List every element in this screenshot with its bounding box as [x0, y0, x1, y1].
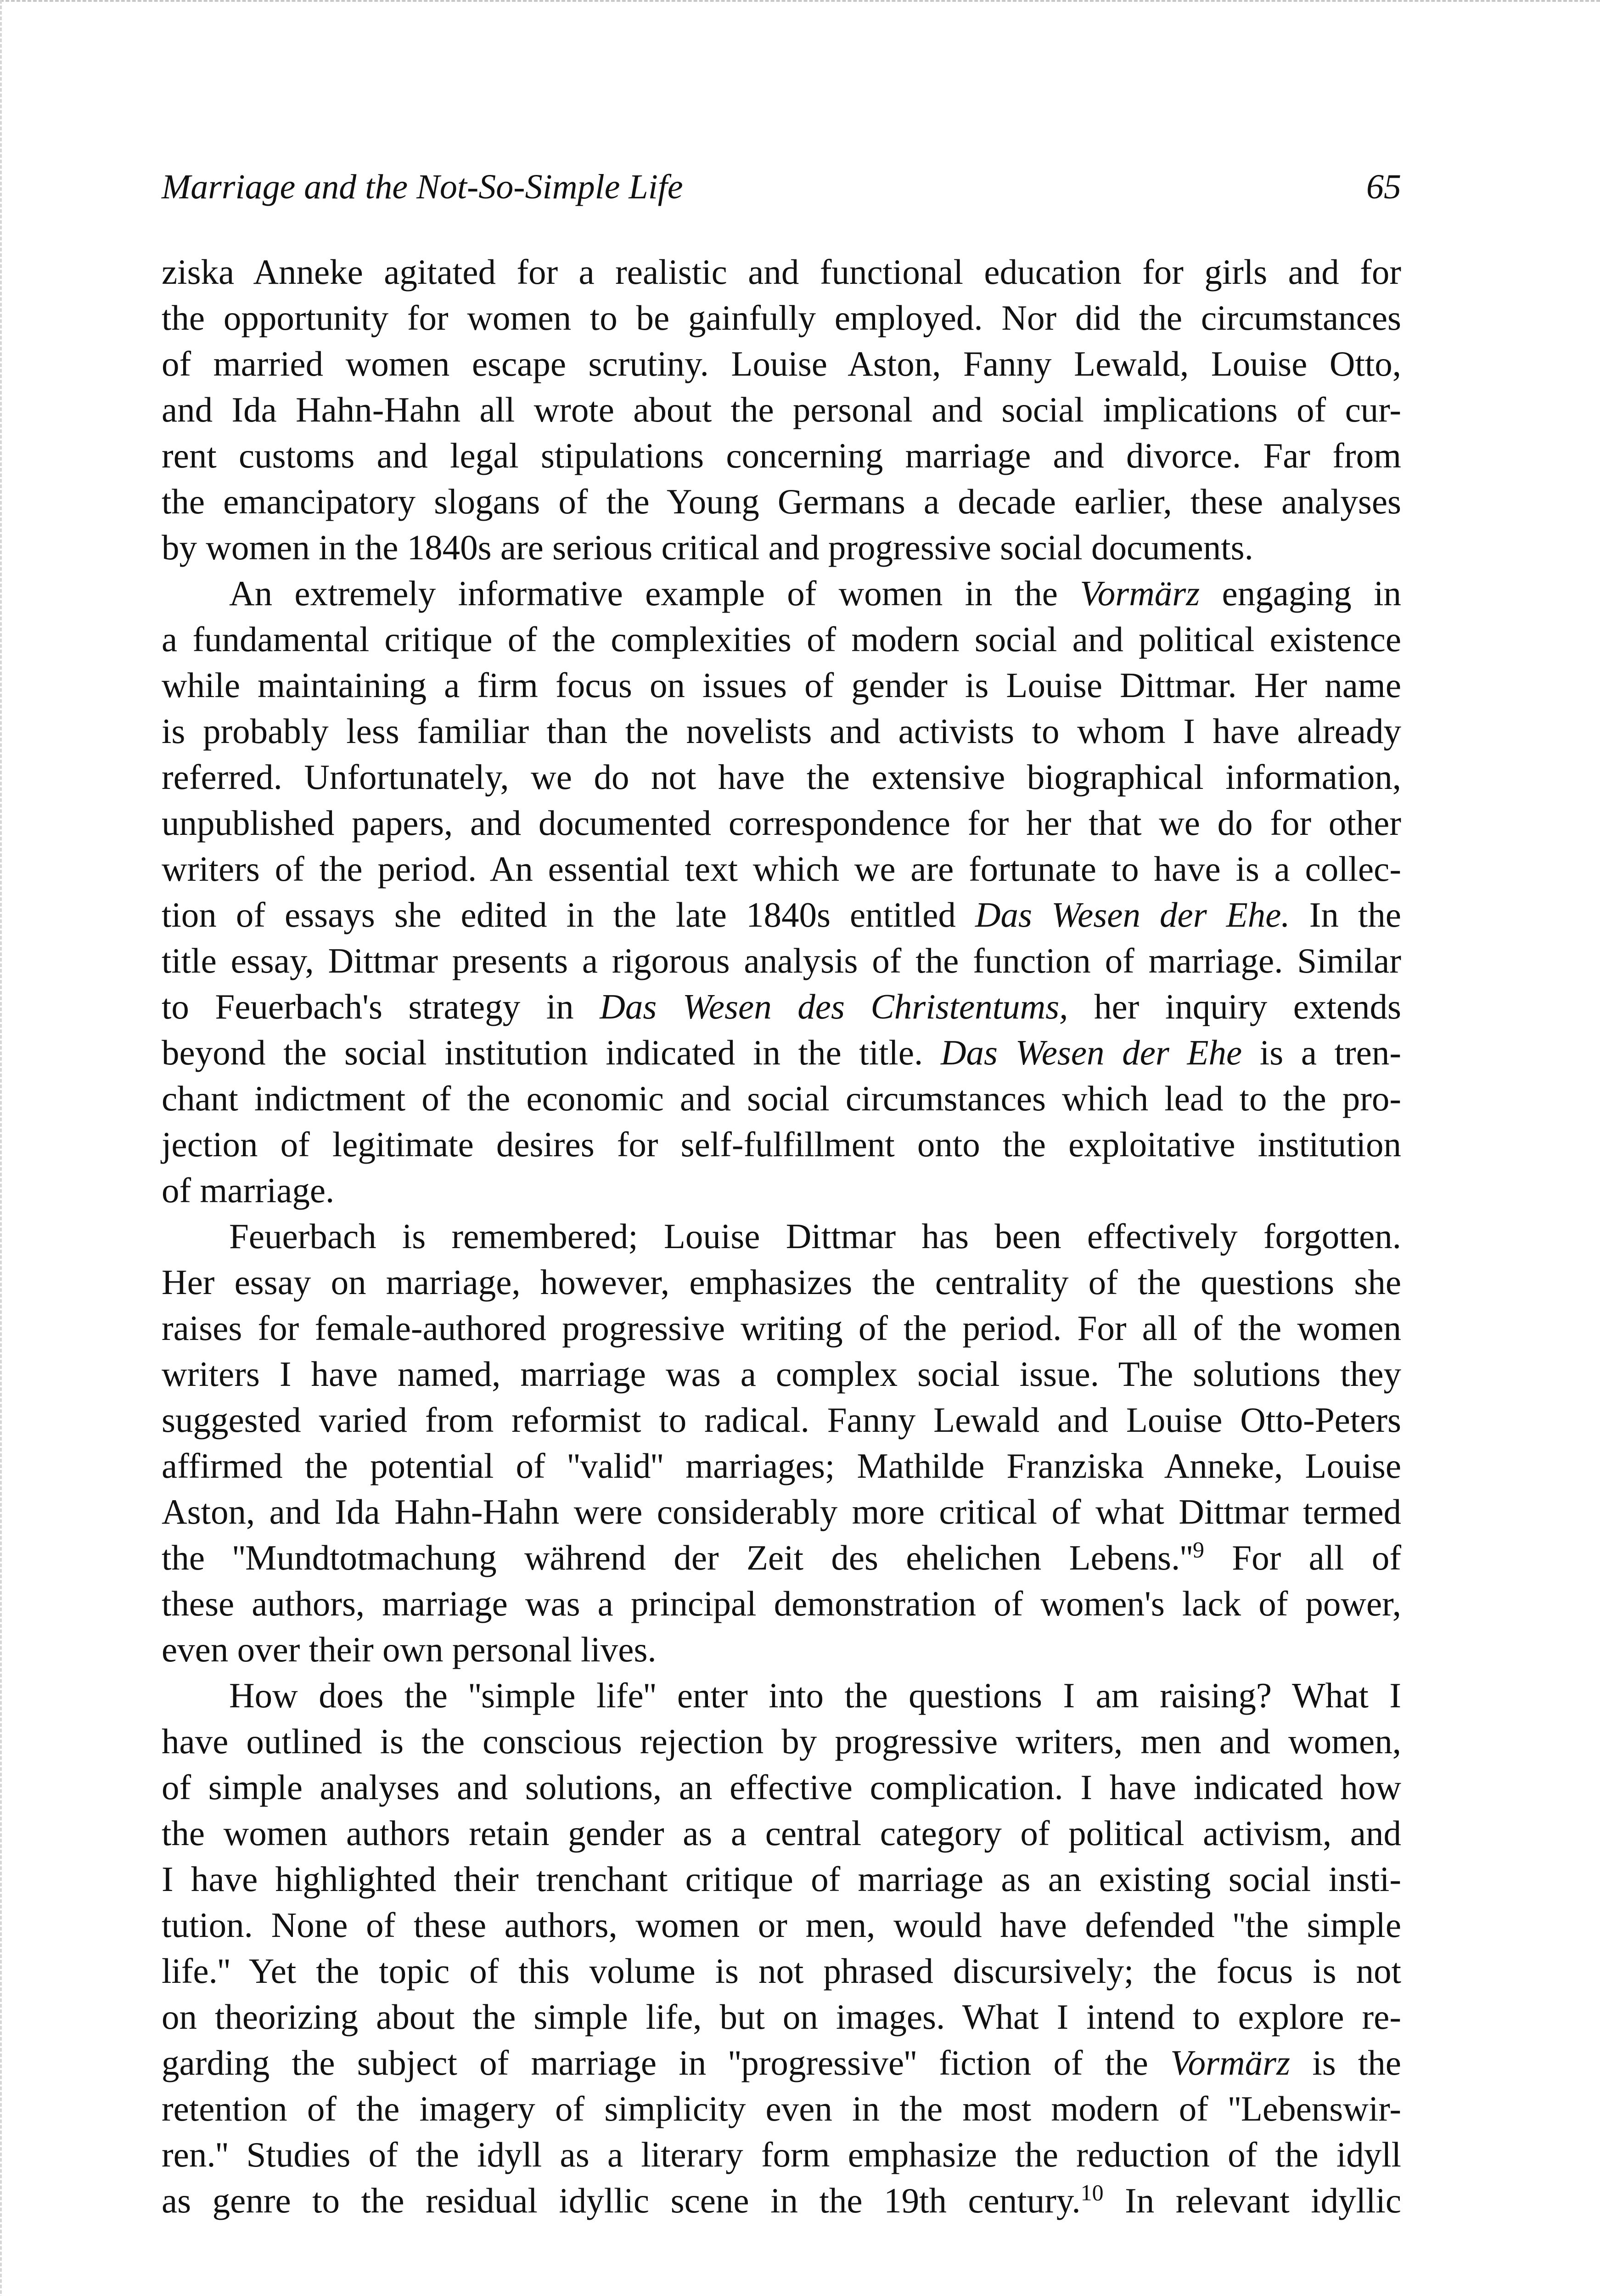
- text-line: retention of the imagery of simplicity even in the most modern of ''Lebenswir-: [162, 2089, 1401, 2128]
- text-line: the women authors retain gender as a central category of political activism, and: [162, 1813, 1401, 1853]
- footnote-marker: 9: [1192, 1536, 1204, 1563]
- text-segment: In relevant idyllic: [1125, 2181, 1401, 2220]
- italic-title: Das Wesen des Christentums,: [600, 987, 1068, 1026]
- text-line: [162, 984, 1401, 1030]
- footnote-marker: 10: [1080, 2179, 1104, 2206]
- text-line: referred. Unfortunately, we do not have the extensive biographical information,: [162, 757, 1401, 797]
- text-line: Her essay on marriage, however, emphasizes the centrality of the questions she: [162, 1262, 1401, 1302]
- text-line: by women in the 1840s are serious critical and progressive social documents.: [162, 528, 1253, 567]
- text-line: is probably less familiar than the novelists and activists to whom I have already: [162, 711, 1401, 751]
- paragraph-3: [162, 1213, 1401, 1672]
- text-segment: tion of essays she edited in the late 1840s entitled: [162, 895, 975, 934]
- text-segment: her inquiry extends: [1068, 987, 1402, 1026]
- running-title: Marriage and the Not-So-Simple Life: [162, 168, 683, 206]
- text-segment: An extremely informative example of women in the: [229, 574, 1080, 613]
- text-line: life.'' Yet the topic of this volume is not phrased discursively; the focus is not: [162, 1951, 1401, 1991]
- text-line: [162, 570, 1401, 616]
- italic-term: Vormärz: [1170, 2043, 1291, 2082]
- text-segment: beyond the social institution indicated in the title.: [162, 1033, 941, 1072]
- paragraph-1: [162, 249, 1401, 570]
- scan-edge-top: [0, 0, 1600, 2]
- text-line: ziska Anneke agitated for a realistic and functional education for girls and for: [162, 252, 1401, 292]
- text-line: while maintaining a firm focus on issues of gender is Louise Dittmar. Her name: [162, 665, 1401, 705]
- paragraph-4: [162, 1672, 1401, 2223]
- italic-title: Das Wesen der Ehe: [940, 1033, 1242, 1072]
- text-line: [162, 2040, 1401, 2086]
- text-line: [162, 1030, 1401, 1075]
- text-line: on theorizing about the simple life, but on images. What I intend to explore re-: [162, 1997, 1401, 2037]
- body-text: [162, 249, 1401, 2223]
- text-line: chant indictment of the economic and social circumstances which lead to the pro-: [162, 1079, 1401, 1118]
- text-line: [162, 2178, 1401, 2223]
- text-line: suggested varied from reformist to radical. Fanny Lewald and Louise Otto-Peters: [162, 1400, 1401, 1440]
- text-line: unpublished papers, and documented correspondence for her that we do for other: [162, 803, 1401, 843]
- text-line: and Ida Hahn-Hahn all wrote about the personal and social implications of cur-: [162, 390, 1401, 429]
- text-line: of simple analyses and solutions, an effective complication. I have indicated how: [162, 1767, 1401, 1807]
- page-number: 65: [1366, 168, 1401, 206]
- text-segment: to Feuerbach's strategy in: [162, 987, 600, 1026]
- text-segment: garding the subject of marriage in ''progressive'' fiction of the: [162, 2043, 1171, 2082]
- text-line: the opportunity for women to be gainfully employed. Nor did the circumstances: [162, 298, 1401, 338]
- text-line: raises for female-authored progressive writing of the period. For all of the women: [162, 1308, 1401, 1348]
- text-segment: as genre to the residual idyllic scene in the 19th century.: [162, 2181, 1081, 2220]
- text-line: How does the ''simple life'' enter into the questions I am raising? What I: [229, 1676, 1401, 1715]
- text-line: even over their own personal lives.: [162, 1630, 657, 1669]
- text-line: ren.'' Studies of the idyll as a literary form emphasize the reduction of the idyll: [162, 2135, 1401, 2174]
- text-line: [162, 892, 1401, 938]
- text-line: these authors, marriage was a principal demonstration of women's lack of power,: [162, 1584, 1401, 1623]
- text-line: have outlined is the conscious rejection by progressive writers, men and women,: [162, 1722, 1401, 1761]
- text-line: I have highlighted their trenchant critique of marriage as an existing social insti-: [162, 1859, 1401, 1899]
- text-line: of marriage.: [162, 1171, 335, 1210]
- text-line: affirmed the potential of ''valid'' marriages; Mathilde Franziska Anneke, Louise: [162, 1446, 1401, 1486]
- text-line: [162, 1535, 1401, 1581]
- italic-title: Das Wesen der Ehe.: [975, 895, 1290, 934]
- text-line: a fundamental critique of the complexities of modern social and political existence: [162, 619, 1401, 659]
- text-line: jection of legitimate desires for self-fulfillment onto the exploitative institution: [162, 1125, 1401, 1164]
- text-line: the emancipatory slogans of the Young Germans a decade earlier, these analyses: [162, 482, 1401, 521]
- text-line: Feuerbach is remembered; Louise Dittmar has been effectively forgotten.: [229, 1216, 1401, 1256]
- text-segment: engaging in: [1200, 574, 1402, 613]
- text-line: tution. None of these authors, women or men, would have defended ''the simple: [162, 1905, 1401, 1945]
- scan-edge-left: [0, 0, 2, 2296]
- text-line: rent customs and legal stipulations concerning marriage and divorce. Far from: [162, 436, 1401, 475]
- text-line: title essay, Dittmar presents a rigorous analysis of the function of marriage. Similar: [162, 941, 1401, 980]
- text-segment: is the: [1290, 2043, 1401, 2082]
- text-line: writers I have named, marriage was a complex social issue. The solutions they: [162, 1354, 1401, 1394]
- text-segment: For all of: [1204, 1538, 1401, 1577]
- text-line: writers of the period. An essential text which we are fortunate to have is a collec-: [162, 849, 1401, 889]
- paragraph-2: [162, 570, 1401, 1213]
- italic-term: Vormärz: [1080, 574, 1200, 613]
- running-head: [162, 162, 1401, 212]
- text-segment: In the: [1290, 895, 1401, 934]
- text-segment: the ''Mundtotmachung während der Zeit des ehelichen Lebens.'': [162, 1538, 1193, 1577]
- text-line: Aston, and Ida Hahn-Hahn were considerably more critical of what Dittmar termed: [162, 1492, 1401, 1531]
- text-line: of married women escape scrutiny. Louise Aston, Fanny Lewald, Louise Otto,: [162, 344, 1401, 383]
- text-segment: is a tren-: [1242, 1033, 1401, 1072]
